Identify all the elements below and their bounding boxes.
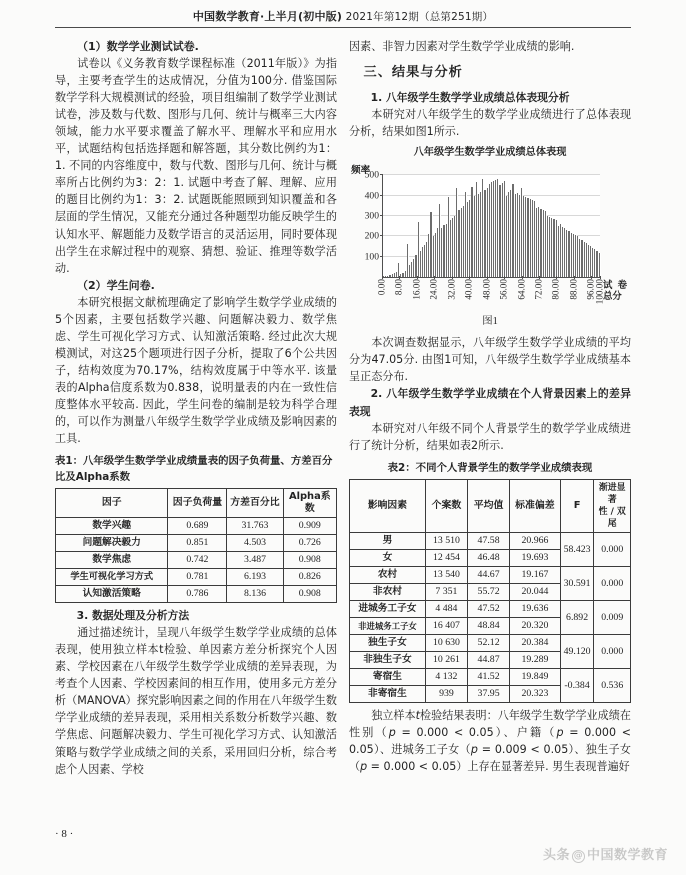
section-heading-results: 三、结果与分析 [363, 65, 463, 81]
table2-col-2: 平均值 [468, 480, 510, 533]
table2-col-1: 个案数 [425, 480, 467, 533]
paragraph-test-paper: 试卷以《义务教育数学课程标准（2011年版）》为指导，主要考查学生的达成情况，分值为100分. 借鉴国际数学学科大规模测试的经验，项目组编制了数学学业测试试卷，涉及数与代数、图形与几何、统计与概率三大内容领域，能力水平要求覆盖了解水平、理解水平和应用水平，试题结构包括选择题和解答题，其分数比例约为1：1. 不同的内容维度中，数与代数、图形与几何、统计与概率所占比例约为3：2：1. 试题中考查了解、理解、应用的题目比例约为1：3：2. 试题既能照顾到知识覆盖和各层面的学生情况，又能充分通过各种题型功能反映学生的认知水平、解题能力及数学语言的灵活运用，同时要体现出学生在求解过程中的观察、猜想、验证、推理等数学活动. [55, 57, 337, 275]
cell-factor-label: 女 [350, 550, 426, 567]
header-divider [55, 27, 631, 28]
x-axis-tickmark [469, 276, 470, 279]
subheading-data-analysis: 3. 数据处理及分析方法 [76, 609, 190, 623]
table-row [350, 601, 631, 618]
x-axis-tick: 72.00 [533, 279, 544, 300]
watermark [543, 844, 668, 863]
cell-f-value: 6.892 [560, 601, 594, 635]
cell-value: 20.044 [510, 584, 561, 601]
cell-value: 939 [425, 686, 467, 703]
cell-value: 13 510 [425, 533, 467, 550]
histogram-bars [383, 175, 600, 277]
table-row [56, 569, 337, 586]
table2-col-4: F [560, 480, 594, 533]
cell-f-value: 49.120 [560, 635, 594, 669]
x-axis-tick: 56.00 [498, 279, 509, 300]
cell-factor-label: 独生子女 [350, 635, 426, 652]
x-axis-tickmark [522, 276, 523, 279]
x-axis-tickmark [452, 276, 453, 279]
watermark-prefix: 头条 [542, 848, 570, 863]
x-axis [376, 279, 605, 312]
cell-variance: 31.763 [227, 518, 283, 535]
x-axis-tickmark [539, 276, 540, 279]
table1-col-loading: 因子负荷量 [168, 489, 227, 518]
cell-alpha: 0.908 [283, 552, 336, 569]
x-axis-tick: 88.00 [568, 279, 579, 300]
cell-value: 37.95 [468, 686, 510, 703]
cell-value: 20.323 [510, 686, 561, 703]
cell-factor: 数学焦虑 [56, 552, 168, 569]
cell-factor: 数学兴趣 [56, 518, 168, 535]
x-axis-tick: 40.00 [463, 279, 474, 300]
x-axis-tick: 96.00 [585, 279, 596, 300]
paragraph-data-analysis: 通过描述统计，呈现八年级学生数学学业成绩的总体表现，使用独立样本t检验、单因素方差分析探究个人因素、学校因素在八年级学生数学学业成绩的差异表现，为考查个人因素、学校因素间的相互作用，使用多元方差分析（MANOVA）探究影响因素之间的作用在八年级学生数学学业成绩的差异表现，采用相关系数分析数学兴趣、数学焦虑、问题解决毅力、学生可视化学习方式、认知激活策略与数学学业成绩之间的关系，采用回归分析，综合考虑个人因素、学校 [55, 626, 337, 776]
sig-line1: 渐进显著 [598, 483, 626, 506]
cell-value: 44.67 [468, 567, 510, 584]
x-axis-tickmark [504, 276, 505, 279]
x-axis-tick: 0.00 [376, 279, 387, 296]
cell-factor-label: 非农村 [350, 584, 426, 601]
paragraph-background-factors: 本研究对八年级不同个人背景学生的数学学业成绩进行了统计分析，结果如表2所示. [349, 421, 631, 452]
cell-variance: 6.193 [227, 569, 283, 586]
cell-value: 10 630 [425, 635, 467, 652]
table-row [56, 518, 337, 535]
cell-f-value: -0.384 [560, 669, 594, 703]
left-column [55, 38, 337, 778]
y-axis-tick: 300 [364, 210, 379, 222]
right-column [349, 38, 631, 775]
table-row [350, 635, 631, 652]
cell-factor-label: 寄宿生 [350, 669, 426, 686]
cell-value: 10 261 [425, 652, 467, 669]
cell-value: 12 454 [425, 550, 467, 567]
table2-caption: 表2：不同个人背景学生的数学学业成绩表现 [387, 461, 593, 474]
cell-significance: 0.000 [594, 533, 631, 567]
x-axis-tickmark [556, 276, 557, 279]
issue-info: 2021年第12期（总第251期） [345, 11, 494, 23]
y-axis-label: 频率 [351, 165, 371, 177]
page-number: · 8 · [55, 828, 74, 840]
x-axis-tickmark [574, 276, 575, 279]
table2-col-significance [594, 480, 631, 533]
cell-value: 48.84 [468, 618, 510, 635]
x-axis-tick: 100.00 [594, 279, 605, 305]
x-axis-tickmark [434, 276, 435, 279]
cell-alpha: 0.908 [283, 586, 336, 603]
cell-significance: 0.536 [594, 669, 631, 703]
chart-title: 八年级学生数学学业成绩总体表现 [413, 147, 567, 159]
cell-value: 19.167 [510, 567, 561, 584]
cell-significance: 0.009 [594, 601, 631, 635]
table-row [56, 552, 337, 569]
table-header-row [56, 489, 337, 518]
subheading-overall-performance: 1. 八年级学生数学学业成绩总体表现分析 [370, 91, 570, 105]
cell-value: 20.966 [510, 533, 561, 550]
paragraph-mean-score: 本次调查数据显示，八年级学生数学学业成绩的平均分为47.05分. 由图1可知，八年级学生数学学业成绩基本呈正态分布. [349, 336, 631, 384]
at-sign-icon: @ [573, 851, 584, 861]
table1-caption: 表1：八年级学生数学学业成绩量表的因子负荷量、方差百分比及Alpha系数 [55, 455, 333, 483]
cell-alpha: 0.826 [283, 569, 336, 586]
journal-name: 中国数学教育·上半月(初中版) [192, 10, 343, 23]
x-axis-tick: 48.00 [481, 279, 492, 300]
cell-value: 19.289 [510, 652, 561, 669]
table-row [56, 535, 337, 552]
cell-loading: 0.689 [168, 518, 227, 535]
cell-factor: 认知激活策略 [56, 586, 168, 603]
paragraph-overall-performance: 本研究对八年级学生的数学学业成绩进行了总体表现分析，结果如图1所示. [349, 108, 631, 139]
cell-variance: 8.136 [227, 586, 283, 603]
cell-factor: 学生可视化学习方式 [56, 569, 168, 586]
sig-line2: 性 / 双尾 [598, 507, 626, 530]
table-row [56, 586, 337, 603]
x-axis-tickmark [399, 276, 400, 279]
histogram-figure [349, 162, 631, 312]
x-axis-tick: 64.00 [515, 279, 526, 300]
cell-factor-label: 非进城务工子女 [350, 618, 426, 635]
watermark-name: 中国数学教育 [586, 848, 668, 863]
table2-col-3: 标准偏差 [510, 480, 561, 533]
cell-value: 47.52 [468, 601, 510, 618]
cell-value: 47.58 [468, 533, 510, 550]
cell-value: 44.87 [468, 652, 510, 669]
cell-alpha: 0.726 [283, 535, 336, 552]
table-row [350, 533, 631, 550]
cell-value: 41.52 [468, 669, 510, 686]
x-axis-tickmark [417, 276, 418, 279]
cell-value: 13 540 [425, 567, 467, 584]
cell-value: 19.849 [510, 669, 561, 686]
cell-value: 52.12 [468, 635, 510, 652]
plot-area [364, 169, 600, 278]
cell-loading: 0.742 [168, 552, 227, 569]
cell-value: 20.320 [510, 618, 561, 635]
running-head [55, 8, 631, 24]
cell-value: 7 351 [425, 584, 467, 601]
table-factor-loadings [55, 488, 337, 603]
x-axis-label: 试卷总分 [603, 280, 627, 303]
table2-col-0: 影响因素 [350, 480, 426, 533]
cell-loading: 0.786 [168, 586, 227, 603]
x-axis-tick: 16.00 [411, 279, 422, 300]
cell-factor-label: 非寄宿生 [350, 686, 426, 703]
figure-number: 图1 [482, 316, 498, 328]
x-axis-tick: 80.00 [550, 279, 561, 300]
cell-factor: 问题解决毅力 [56, 535, 168, 552]
subheading-questionnaire: （2）学生问卷. [77, 278, 155, 292]
cell-factor-label: 进城务工子女 [350, 601, 426, 618]
x-axis-tick: 8.00 [393, 279, 404, 296]
table-row [350, 567, 631, 584]
paragraph-questionnaire: 本研究根据文献梳理确定了影响学生数学学业成绩的5个因素，主要包括数学兴趣、问题解决毅力、数学焦虑、学生可视化学习方式、认知激活策略. 经过此次大规模测试，对这25个题项进行因子分析，提取了6个公共因子，结构效度为70.17%，结构效度属于中等水平. 该量表的Alpha信度系数为0.838，说明量表的内在一致性信度整体水平较高. 因此，学生问卷的编制是较为科学合理的，可以作为测量八年级学生数学学业成绩及影响因素的工具. [55, 295, 337, 446]
table-header-row [350, 480, 631, 533]
x-axis-tickmark [382, 276, 383, 279]
cell-value: 20.384 [510, 635, 561, 652]
y-axis-tick: 100 [364, 251, 379, 263]
x-axis-tickmark [487, 276, 488, 279]
paragraph-ttest-results: 独立样本t检验结果表明：八年级学生数学学业成绩在性别（p = 0.000 < 0.05）、户籍（p = 0.000 < 0.05）、进城务工子女（p = 0.009 < 0.05）、独生子女（p = 0.000 < 0.05）上存在显著差异. 男生表现普遍好 [349, 709, 631, 774]
paragraph-continuation: 因素、非智力因素对学生数学学业成绩的影响. [349, 40, 575, 53]
table1-col-factor: 因子 [56, 489, 168, 518]
table-background-performance [349, 479, 631, 703]
y-axis-tick: 200 [364, 230, 379, 242]
cell-value: 19.693 [510, 550, 561, 567]
cell-value: 4 132 [425, 669, 467, 686]
histogram-bar [599, 253, 601, 277]
y-axis-tick: 500 [364, 169, 379, 181]
cell-f-value: 30.591 [560, 567, 594, 601]
cell-value: 46.48 [468, 550, 510, 567]
cell-factor-label: 男 [350, 533, 426, 550]
table1-col-variance: 方差百分比 [227, 489, 283, 518]
cell-value: 4 484 [425, 601, 467, 618]
cell-significance: 0.000 [594, 635, 631, 669]
subheading-background-factors: 2. 八年级学生数学学业成绩在个人背景因素上的差异表现 [349, 387, 631, 418]
cell-value: 55.72 [468, 584, 510, 601]
cell-alpha: 0.909 [283, 518, 336, 535]
cell-significance: 0.000 [594, 567, 631, 601]
cell-loading: 0.851 [168, 535, 227, 552]
cell-f-value: 58.423 [560, 533, 594, 567]
table1-col-alpha: Alpha系数 [283, 489, 336, 518]
cell-value: 16 407 [425, 618, 467, 635]
x-axis-tick: 24.00 [428, 279, 439, 300]
cell-variance: 3.487 [227, 552, 283, 569]
cell-factor-label: 非独生子女 [350, 652, 426, 669]
cell-value: 19.636 [510, 601, 561, 618]
x-axis-tickmark [600, 276, 601, 279]
cell-variance: 4.503 [227, 535, 283, 552]
subheading-test-paper: （1）数学学业测试试卷. [77, 40, 199, 53]
table-row [350, 669, 631, 686]
cell-loading: 0.781 [168, 569, 227, 586]
x-axis-tick: 32.00 [446, 279, 457, 300]
cell-factor-label: 农村 [350, 567, 426, 584]
y-axis-tick: 400 [364, 190, 379, 202]
